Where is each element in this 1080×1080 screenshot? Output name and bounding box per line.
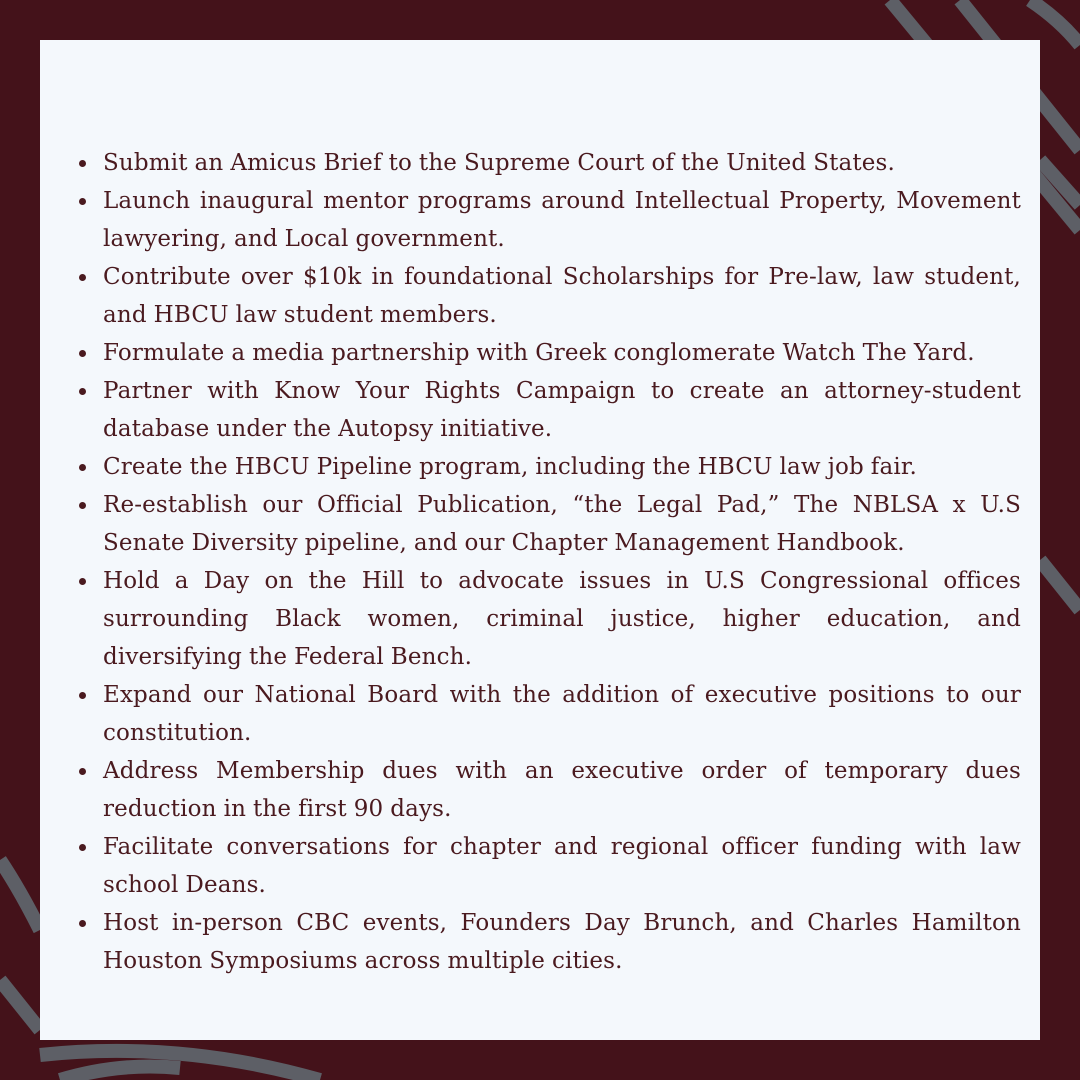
list-item: [103, 904, 1021, 980]
list-item-text: Submit an Amicus Brief to the Supreme Court of the United States.: [103, 150, 895, 176]
list-item-text: Re-establish our Official Publication, “the Legal Pad,” The NBLSA x U.S Senate Diversity pipeline, and our Chapter Management Handbook.: [103, 492, 1021, 556]
list-item-text: Create the HBCU Pipeline program, including the HBCU law job fair.: [103, 454, 917, 480]
list-item: [103, 486, 1021, 562]
bullet-dot-icon: [79, 692, 86, 699]
content-card: [40, 40, 1040, 1040]
list-item-text: Launch inaugural mentor programs around Intellectual Property, Movement lawyering, and Local government.: [103, 188, 1021, 252]
list-item-text: Address Membership dues with an executive order of temporary dues reduction in the first 90 days.: [103, 758, 1021, 822]
list-item-text: Contribute over $10k in foundational Scholarships for Pre-law, law student, and HBCU law student members.: [103, 264, 1021, 328]
decor-line-bottom-2: [60, 1067, 180, 1080]
list-item-text: Host in-person CBC events, Founders Day Brunch, and Charles Hamilton Houston Symposiums across multiple cities.: [103, 910, 1021, 974]
bullet-list: [103, 144, 1021, 980]
list-item-text: Partner with Know Your Rights Campaign to create an attorney-student database under the Autopsy initiative.: [103, 378, 1021, 442]
bullet-dot-icon: [79, 388, 86, 395]
list-item: [103, 676, 1021, 752]
list-item: [103, 448, 1021, 486]
list-item: [103, 372, 1021, 448]
decor-line-top-right-3: [1030, 0, 1080, 45]
bullet-dot-icon: [79, 198, 86, 205]
bullet-dot-icon: [79, 350, 86, 357]
list-item: [103, 828, 1021, 904]
decor-line-left-1: [0, 860, 40, 930]
bullet-dot-icon: [79, 844, 86, 851]
list-item-text: Expand our National Board with the addition of executive positions to our constitution.: [103, 682, 1021, 746]
list-item: [103, 258, 1021, 334]
bullet-dot-icon: [79, 160, 86, 167]
list-item-text: Hold a Day on the Hill to advocate issues in U.S Congressional offices surrounding Black women, criminal justice, higher education, and diversifying the Federal Bench.: [103, 568, 1021, 670]
list-item: [103, 144, 1021, 182]
decor-line-left-2: [0, 980, 40, 1030]
list-item: [103, 334, 1021, 372]
list-item: [103, 182, 1021, 258]
list-item-text: Facilitate conversations for chapter and regional officer funding with law school Deans.: [103, 834, 1021, 898]
bullet-dot-icon: [79, 464, 86, 471]
bullet-dot-icon: [79, 502, 86, 509]
bullet-dot-icon: [79, 768, 86, 775]
list-item: [103, 752, 1021, 828]
bullet-dot-icon: [79, 578, 86, 585]
bullet-dot-icon: [79, 920, 86, 927]
bullet-dot-icon: [79, 274, 86, 281]
list-item-text: Formulate a media partnership with Greek conglomerate Watch The Yard.: [103, 340, 975, 366]
list-item: [103, 562, 1021, 676]
decor-line-right-2: [1040, 560, 1080, 610]
